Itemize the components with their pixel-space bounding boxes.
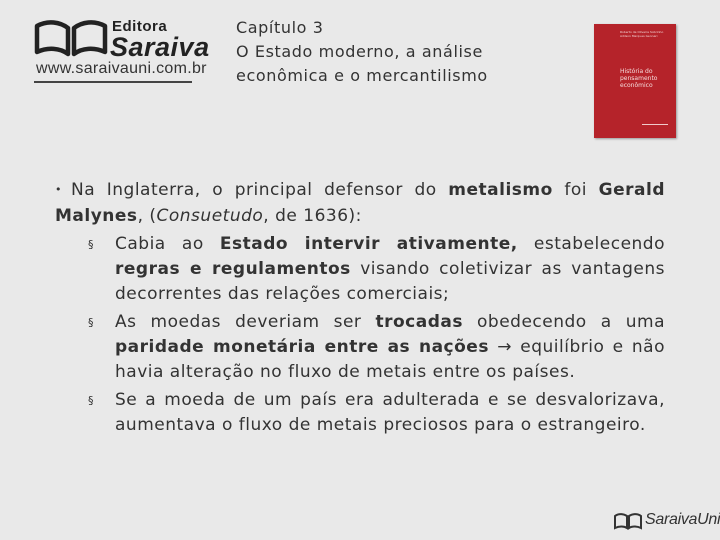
website-url: www.saraivauni.com.br — [36, 60, 207, 77]
brand-name: Saraiva — [110, 32, 210, 62]
section-bullet-icon: § — [88, 238, 94, 251]
item-bold: regras e regulamentos — [115, 259, 351, 279]
book-cover-image — [594, 24, 676, 138]
open-book-icon — [614, 512, 642, 530]
section-bullet-icon: § — [88, 316, 94, 329]
slide-content — [55, 178, 665, 441]
lead-paragraph — [55, 178, 665, 229]
item-text: visando coletivizar as vantagens decorrentes das relações comerciais; — [115, 259, 665, 304]
lead-text-4: , de 1636): — [263, 206, 362, 226]
book-cover-title: História do pensamento econômico — [620, 68, 658, 89]
chapter-number: Capítulo 3 — [236, 18, 324, 37]
book-cover-publisher-mark — [642, 124, 668, 131]
brand-publisher-label: Editora — [112, 18, 168, 35]
list-item — [55, 388, 665, 438]
item-bold: paridade monetária entre as nações — [115, 337, 489, 357]
book-cover-authors: Roberto de Oliveira Sobrinho Adilson Marques Gennari — [620, 30, 664, 38]
chapter-title-line-1: O Estado moderno, a análise — [236, 42, 483, 61]
list-item — [55, 310, 665, 385]
lead-bold-name: Gerald Malynes — [55, 180, 665, 226]
list-item — [55, 232, 665, 307]
item-text: As moedas deveriam ser — [115, 312, 376, 332]
footer-brand-name: SaraivaUni — [645, 511, 720, 528]
item-bold: Estado intervir ativamente, — [219, 234, 518, 254]
sub-bullet-list — [55, 232, 665, 438]
item-text: Cabia ao — [115, 234, 220, 254]
lead-text-2: foi — [552, 180, 599, 200]
lead-text-1: Na Inglaterra, o principal defensor do — [71, 180, 449, 200]
chapter-heading — [236, 16, 556, 88]
saraivauni-footer-logo[interactable] — [614, 510, 718, 532]
lead-bold-metalismo: metalismo — [448, 180, 553, 200]
item-text: → equilíbrio e não havia alteração no fluxo de metais entre os países. — [115, 337, 665, 382]
chapter-title-line-2: econômica e o mercantilismo — [236, 66, 488, 85]
open-book-icon — [34, 18, 108, 58]
editora-saraiva-logo[interactable] — [34, 12, 234, 82]
item-bold: trocadas — [375, 312, 463, 332]
logo-divider — [34, 81, 192, 83]
section-bullet-icon: § — [88, 394, 94, 407]
item-text: obedecendo a uma — [462, 312, 665, 332]
lead-text-3: , ( — [137, 206, 157, 226]
item-text: estabelecendo — [517, 234, 665, 254]
item-text: Se a moeda de um país era adulterada e se desvalorizava, aumentava o fluxo de metais preciosos para o estrangeiro. — [115, 390, 665, 435]
bullet-icon: • — [55, 183, 62, 196]
lead-italic-title: Consuetudo — [156, 206, 264, 226]
